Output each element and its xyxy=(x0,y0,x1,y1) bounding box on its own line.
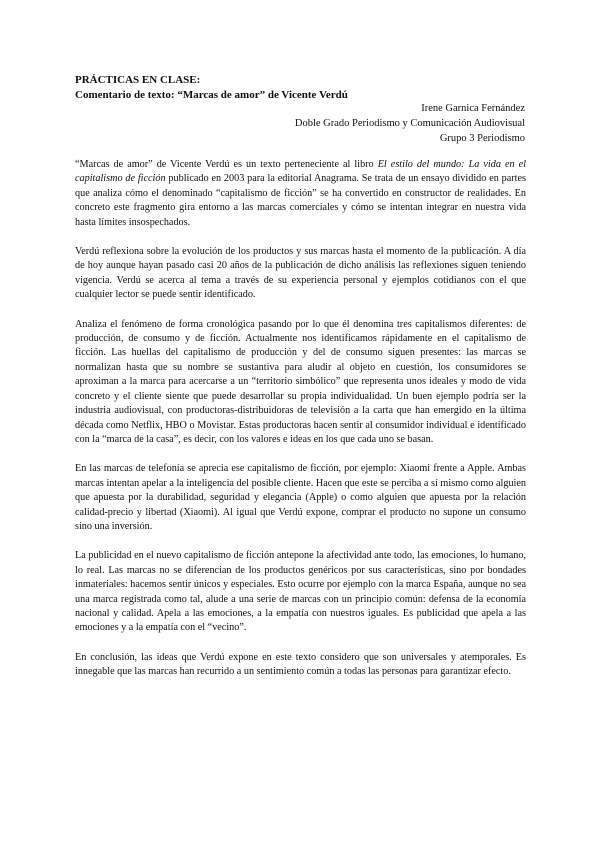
document-subtitle: Comentario de texto: “Marcas de amor” de Vicente Verdú xyxy=(75,89,348,101)
paragraph-2: Verdú reflexiona sobre la evolución de los productos y sus marcas hasta el momento de la publicación. A día de hoy aunque hayan pasado casi 20 años de la publicación de dicho análisis las reflexiones siguen teniendo vigencia. Verdú se acerca al tema a través de su experiencia personal y ejemplos cotidianos con el que cualquier lector se puede sentir identificado. xyxy=(75,246,526,301)
document-title: PRÁCTICAS EN CLASE: xyxy=(75,74,201,86)
author-group: Grupo 3 Periodismo xyxy=(439,133,525,144)
author-block xyxy=(295,101,525,146)
book-title: El estilo del mundo: La vida en el capitalismo de ficción xyxy=(75,159,526,185)
paragraph-1-text-b: publicado en 2003 para la editorial Anagrama. Se trata de un ensayo dividido en partes que analiza cómo el denominado “capitalismo de ficción” se ha convertido en constructor de realidades. En concreto este fragmento gira entorno a las marcas comerciales y cómo se intentan integrar en nuestra vida hasta límites insospechados. xyxy=(75,173,526,228)
heading-block xyxy=(75,73,348,103)
paragraph-6: En conclusión, las ideas que Verdú expone en este texto considero que son universales y atemporales. Es innegable que las marcas han recurrido a un sentimiento común a todas las personas para garantizar efecto. xyxy=(75,651,526,678)
paragraph-5: La publicidad en el nuevo capitalismo de ficción antepone la afectividad ante todo, las emociones, lo humano, lo real. Las marcas no se diferencian de los productos genéricos por sus características, sino por bondades inmateriales: hacemos sentir únicos y especiales. Esto ocurre por ejemplo con la marca España, aunque no sea una marca registrada como tal, alude a una serie de marcas con un principio común: defensa de la economía nacional y calidad. Apela a las emociones, a la empatía con nuestros iguales. Es publicidad que apela a las emociones y a la empatía con el “vecino”. xyxy=(75,550,526,634)
paragraph-4: En las marcas de telefonía se aprecia ese capitalismo de ficción, por ejemplo: Xiaomi frente a Apple. Ambas marcas intentan apelar a la inteligencia del posible cliente. Hacen que este se perciba a sí mismo como alguien que apuesta por la durabilidad, seguridad y elegancia (Apple) o como alguien que apuesta por la relación calidad-precio y libertad (Xiaomi). Al igual que Verdú expone, comprar el producto no supone un consumo sino una inversión. xyxy=(75,463,526,532)
paragraph-1-text-a: “Marcas de amor” de Vicente Verdú es un texto perteneciente al libro xyxy=(75,159,378,170)
document-body xyxy=(75,158,526,695)
paragraph-3: Analiza el fenómeno de forma cronológica pasando por lo que él denomina tres capitalismos diferentes: de producción, de consumo y de ficción. Actualmente nos identificamos rápidamente en el capitalismo de ficción. Las huellas del capitalismo de producción y del de consumo siguen presentes: las marcas se normalizan hasta que su nombre se sustantiva para aludir al objeto en cuestión, los consumidores se aproximan a la marca para acercarse a un “territorio simbólico” que representa unos ideales y modo de vida concreto y el cliente siente que puede desarrollar su propia individualidad. Un buen ejemplo podría ser la industria audiovisual, con productoras-distribuidoras de televisión a la carta que han emergido en la última década como Netflix, HBO o Movistar. Estas productoras hacen sentir al consumidor individual e identificado con la “marca de la casa”, es decir, con los valores e ideas en los que cada uno se basan. xyxy=(75,318,526,445)
author-name: Irene Garnica Fernández xyxy=(421,103,525,114)
author-degree: Doble Grado Periodismo y Comunicación Audiovisual xyxy=(294,118,525,129)
paragraph-1 xyxy=(75,158,526,230)
